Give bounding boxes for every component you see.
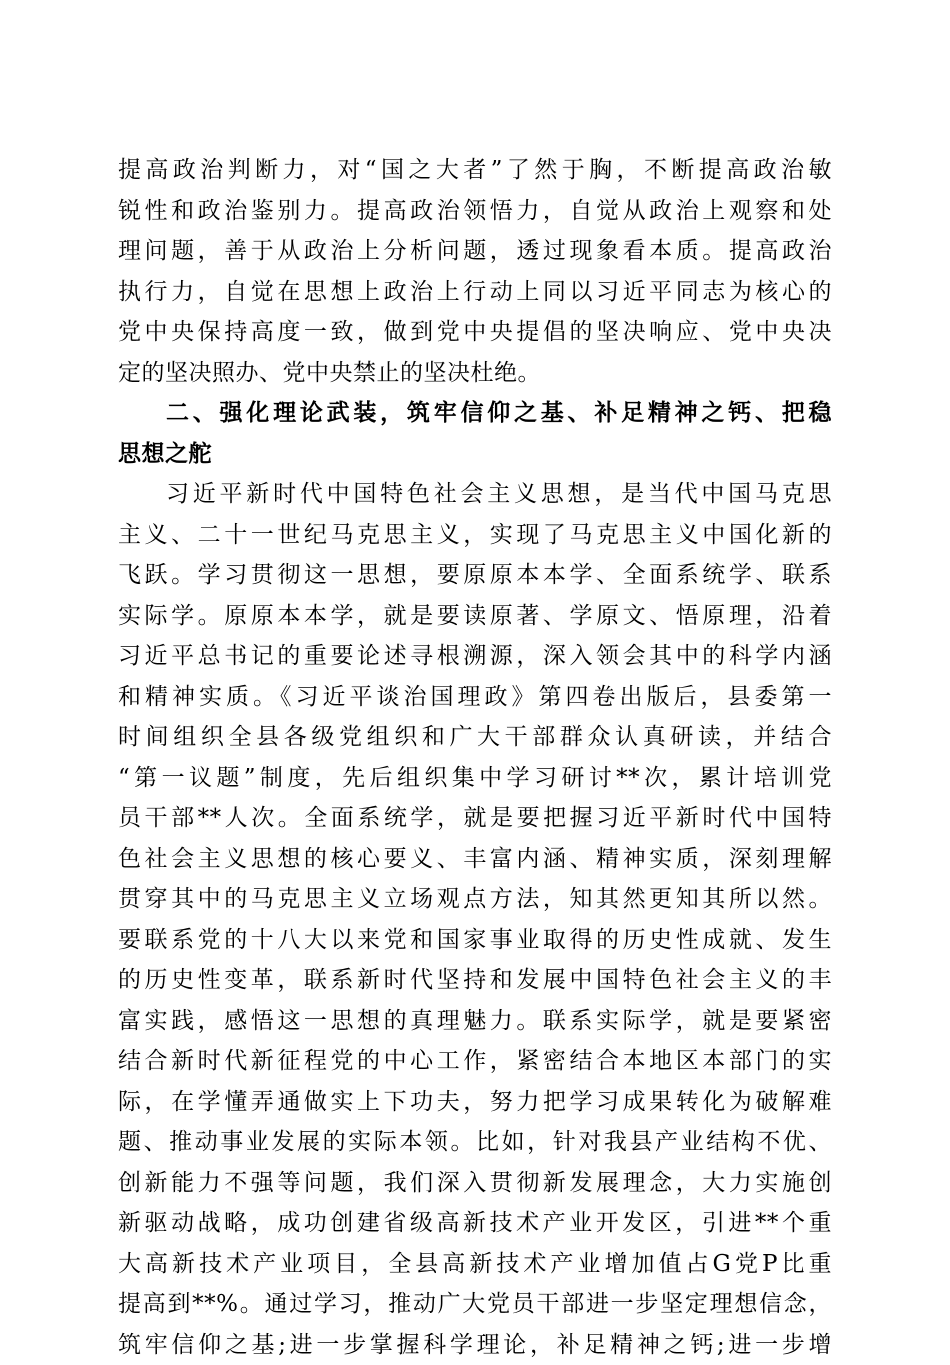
text-line: 理问题，善于从政治上分析问题，透过现象看本质。提高政治 xyxy=(118,231,832,272)
text-line: 习近平新时代中国特色社会主义思想，是当代中国马克思 xyxy=(118,474,832,515)
text-line: 时间组织全县各级党组织和广大干部群众认真研读，并结合 xyxy=(118,717,832,758)
text-line: 题、推动事业发展的实际本领。比如，针对我县产业结构不优、 xyxy=(118,1122,832,1163)
heading-line: 思想之舵 xyxy=(118,434,832,475)
text-line: 员干部**人次。全面系统学，就是要把握习近平新时代中国特 xyxy=(118,798,832,839)
text-line: 执行力，自觉在思想上政治上行动上同以习近平同志为核心的 xyxy=(118,272,832,313)
document-body xyxy=(118,150,832,1365)
text-line: 的历史性变革，联系新时代坚持和发展中国特色社会主义的丰 xyxy=(118,960,832,1001)
text-line: 飞跃。学习贯彻这一思想，要原原本本学、全面系统学、联系 xyxy=(118,555,832,596)
section-heading xyxy=(118,393,832,474)
text-line: 结合新时代新征程党的中心工作，紧密结合本地区本部门的实 xyxy=(118,1041,832,1082)
text-line: 习近平总书记的重要论述寻根溯源，深入领会其中的科学内涵 xyxy=(118,636,832,677)
text-line: 新驱动战略，成功创建省级高新技术产业开发区，引进**个重 xyxy=(118,1203,832,1244)
text-line: 主义、二十一世纪马克思主义，实现了马克思主义中国化新的 xyxy=(118,515,832,556)
text-line: 提高到**%。通过学习，推动广大党员干部进一步坚定理想信念， xyxy=(118,1284,832,1325)
text-line: 筑牢信仰之基;进一步掌握科学理论，补足精神之钙;进一步增 xyxy=(118,1325,832,1365)
text-line: 创新能力不强等问题，我们深入贯彻新发展理念，大力实施创 xyxy=(118,1163,832,1204)
heading-line: 二、强化理论武装，筑牢信仰之基、补足精神之钙、把稳 xyxy=(118,393,832,434)
text-line: 际，在学懂弄通做实上下功夫，努力把学习成果转化为破解难 xyxy=(118,1082,832,1123)
text-line: 实际学。原原本本学，就是要读原著、学原文、悟原理，沿着 xyxy=(118,596,832,637)
text-line: 要联系党的十八大以来党和国家事业取得的历史性成就、发生 xyxy=(118,920,832,961)
text-line: 提高政治判断力，对“国之大者”了然于胸，不断提高政治敏 xyxy=(118,150,832,191)
text-line: “第一议题”制度，先后组织集中学习研讨**次，累计培训党 xyxy=(118,758,832,799)
paragraph-political-judgment xyxy=(118,150,832,393)
text-line: 锐性和政治鉴别力。提高政治领悟力，自觉从政治上观察和处 xyxy=(118,191,832,232)
text-line: 贯穿其中的马克思主义立场观点方法，知其然更知其所以然。 xyxy=(118,879,832,920)
text-line: 富实践，感悟这一思想的真理魅力。联系实际学，就是要紧密 xyxy=(118,1001,832,1042)
text-line: 党中央保持高度一致，做到党中央提倡的坚决响应、党中央决 xyxy=(118,312,832,353)
text-line: 大高新技术产业项目，全县高新技术产业增加值占G党P比重 xyxy=(118,1244,832,1285)
text-line: 和精神实质。《习近平谈治国理政》第四卷出版后，县委第一 xyxy=(118,677,832,718)
text-line: 色社会主义思想的核心要义、丰富内涵、精神实质，深刻理解 xyxy=(118,839,832,880)
paragraph-theory-study xyxy=(118,474,832,1365)
text-line: 定的坚决照办、党中央禁止的坚决杜绝。 xyxy=(118,353,832,394)
